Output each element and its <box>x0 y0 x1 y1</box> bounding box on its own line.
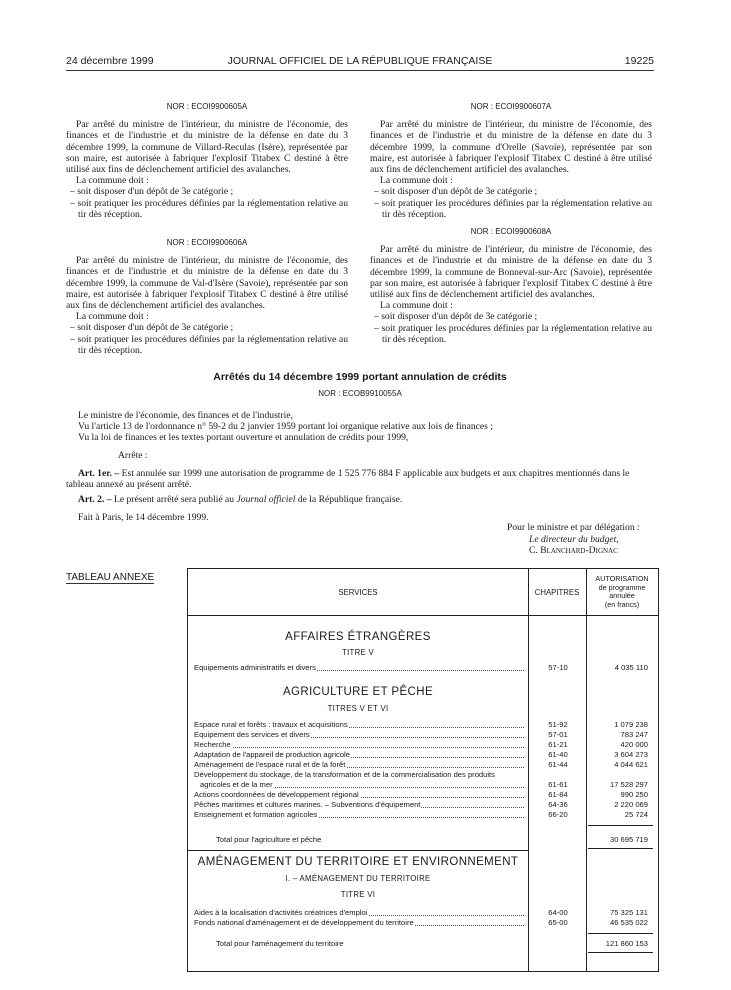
row-amount: 420 000 <box>620 740 648 749</box>
table-row <box>194 730 652 740</box>
row-label: Adaptation de l'appareil de production agricole <box>194 750 350 759</box>
section-title: AMÉNAGEMENT DU TERRITOIRE ET ENVIRONNEMENT <box>197 856 519 868</box>
article-2-text-a: Le présent arrêté sera publié au <box>113 494 235 506</box>
table-row <box>194 770 652 780</box>
row-label: Aides à la localisation d'activités créatrices d'emploi <box>194 908 368 917</box>
nor-reference: NOR : ECOI9900605A <box>166 102 248 111</box>
left-column-notice-1 <box>66 101 348 220</box>
section-subtitle: TITRE V <box>342 648 374 657</box>
table-row <box>194 810 652 820</box>
total-rule <box>588 825 653 826</box>
article-2-text-b: de la République française. <box>297 494 403 506</box>
signature-name: C. Blanchard-Dignac <box>529 545 618 556</box>
total-amount: 121 860 153 <box>605 939 648 948</box>
row-amount: 46 535 022 <box>609 918 648 927</box>
left-column-notice-2 <box>66 237 348 356</box>
table-row <box>194 780 652 790</box>
decree-line: Vu l'article 13 de l'ordonnance n° 59-2 du 2 janvier 1959 portant loi organique relative aux lois de finances ; <box>78 420 493 432</box>
row-amount: 4 044 621 <box>614 760 648 769</box>
nor-reference: NOR : ECOI9900606A <box>166 238 248 247</box>
right-column-notice-2 <box>370 226 652 345</box>
notice-paragraph: Par arrêté du ministre de l'intérieur, du ministre de l'économie, des finances et de l'industrie et du ministre de la défense en date du 3 décembre 1999, la commune d'Orelle (Savoie), représentée par son maire, est autorisée à fabriquer l'explosif Titabex C destiné à être utilisé aux fins de déclenchement artificiel des avalanches. <box>370 119 652 176</box>
table-row <box>194 918 652 928</box>
article-2-label: Art. 2. – <box>78 494 112 506</box>
row-label: Equipement des services et divers <box>194 730 310 739</box>
row-amount: 75 325 131 <box>609 908 648 917</box>
column-header-services: SERVICES <box>338 588 378 597</box>
section-title: AFFAIRES ÉTRANGÈRES <box>285 631 431 643</box>
obligation-item: – soit pratiquer les procédures définies par la réglementation relative au tir dès réception. <box>70 333 348 356</box>
row-chapitre: 64-00 <box>548 908 568 917</box>
decree-line: Le ministre de l'économie, des finances et de l'industrie, <box>78 409 293 421</box>
row-label: Pêches maritimes et cultures marines. – Subventions d'équipement <box>194 800 421 809</box>
article-1 <box>66 468 654 491</box>
nor-reference: NOR : ECOI9900607A <box>470 102 552 111</box>
header-rule <box>66 70 654 71</box>
decree-section <box>66 372 654 523</box>
obligation-item: – soit disposer d'un dépôt de 3e catégorie ; <box>70 186 234 198</box>
row-label: agricoles et de la mer <box>194 780 274 789</box>
journal-officiel: Journal officiel <box>236 494 296 506</box>
row-label: Fonds national d'aménagement et de développement du territoire <box>194 918 414 927</box>
column-header-line: de programme <box>598 582 646 592</box>
row-chapitre: 61-44 <box>548 760 568 769</box>
running-header <box>66 55 654 69</box>
total-rule <box>588 952 653 953</box>
commune-obligation: La commune doit : <box>380 175 453 187</box>
table-row <box>194 663 652 673</box>
total-rule <box>588 933 653 934</box>
table-row <box>194 750 652 760</box>
row-chapitre: 57-01 <box>548 730 568 739</box>
header-date: 24 décembre 1999 <box>66 55 154 67</box>
nor-reference: NOR : ECOB9910055A <box>318 389 402 399</box>
commune-obligation: La commune doit : <box>76 311 149 323</box>
row-chapitre: 64-36 <box>548 800 568 809</box>
article-1-text: Est annulée sur 1999 une autorisation de programme de 1 525 776 884 F applicable aux budgets et aux chapitres mentionnés dans le tableau annexé au présent arrêté. <box>66 467 630 491</box>
column-header-line: AUTORISATION <box>595 574 649 583</box>
obligation-item: – soit pratiquer les procédures définies par la réglementation relative au tir dès réception. <box>70 197 348 220</box>
total-amount: 30 695 719 <box>609 835 648 844</box>
header-page-number: 19225 <box>624 55 654 67</box>
nor-reference: NOR : ECOI9900608A <box>470 227 552 236</box>
row-amount: 4 035 110 <box>614 663 648 672</box>
row-chapitre: 66-20 <box>548 810 568 819</box>
row-label: Espace rural et forêts : travaux et acquisitions <box>194 720 348 729</box>
section-subtitle: TITRE VI <box>340 890 376 899</box>
row-chapitre: 65-00 <box>548 918 568 927</box>
tableau-annexe-label: TABLEAU ANNEXE <box>66 572 155 583</box>
obligation-item: – soit disposer d'un dépôt de 3e catégorie ; <box>374 186 538 198</box>
obligation-item: – soit disposer d'un dépôt de 3e catégorie ; <box>70 322 234 334</box>
signature-line-2: Le directeur du budget, <box>529 533 619 545</box>
right-column-notice-1 <box>370 101 652 220</box>
row-chapitre: 61-61 <box>548 780 568 789</box>
column-header-line: (en francs) <box>604 599 640 609</box>
row-label: Equipements administratifs et divers <box>194 663 316 672</box>
column-header-chapitres: CHAPITRES <box>534 588 580 597</box>
header-rule <box>188 615 658 616</box>
row-chapitre: 61-40 <box>548 750 568 759</box>
commune-obligation: La commune doit : <box>380 300 453 312</box>
total-row <box>194 835 652 845</box>
row-chapitre: 51-92 <box>548 720 568 729</box>
row-chapitre: 61-84 <box>548 790 568 799</box>
article-1-label: Art. 1er. – <box>78 467 120 479</box>
row-chapitre: 57-10 <box>548 663 568 672</box>
table-row <box>194 790 652 800</box>
signature-block <box>507 522 640 557</box>
table-row <box>194 740 652 750</box>
row-amount: 783 247 <box>620 730 648 739</box>
signature-line-1: Pour le ministre et par délégation : <box>507 522 640 533</box>
article-2 <box>66 494 654 505</box>
row-label: Actions coordonnées de développement régional <box>194 790 359 799</box>
row-label: Développement du stockage, de la transformation et de la commercialisation des produits <box>194 770 495 779</box>
arrete-label: Arrête : <box>118 450 148 462</box>
section-title: AGRICULTURE ET PÊCHE <box>282 686 434 698</box>
section-rule <box>188 850 529 851</box>
section-subtitle: I. – AMÉNAGEMENT DU TERRITOIRE <box>285 874 431 883</box>
row-amount: 17 528 297 <box>609 780 648 789</box>
row-amount: 1 079 238 <box>614 720 648 729</box>
section-subtitle: TITRES V ET VI <box>327 704 389 713</box>
fait-a-paris: Fait à Paris, le 14 décembre 1999. <box>78 511 209 523</box>
obligation-item: – soit disposer d'un dépôt de 3e catégorie ; <box>374 311 538 323</box>
column-header-autorisation <box>586 575 658 609</box>
commune-obligation: La commune doit : <box>76 175 149 187</box>
notice-paragraph: Par arrêté du ministre de l'intérieur, du ministre de l'économie, des finances et de l'industrie et du ministre de la défense en date du 3 décembre 1999, la commune de Bonneval-sur-Arc (Savoie), représentée par son maire, est autorisée à fabriquer l'explosif Titabex C destiné à être utilisé aux fins de déclenchement artificiel des avalanches. <box>370 244 652 301</box>
obligation-item: – soit pratiquer les procédures définies par la réglementation relative au tir dès réception. <box>374 197 652 220</box>
notice-paragraph: Par arrêté du ministre de l'intérieur, du ministre de l'économie, des finances et de l'industrie et du ministre de la défense en date du 3 décembre 1999, la commune de Villard-Reculas (Isère), représentée par son maire, est autorisée à fabriquer l'explosif Titabex C destiné à être utilisé aux fins de déclenchement artificiel des avalanches. <box>66 119 348 176</box>
table-row <box>194 720 652 730</box>
row-label: Recherche <box>194 740 231 749</box>
total-rule <box>588 848 653 849</box>
decree-line: Vu la loi de finances et les textes portant ouverture et annulation de crédits pour 1999, <box>78 432 409 444</box>
row-amount: 25 724 <box>624 810 648 819</box>
row-amount: 3 604 273 <box>614 750 648 759</box>
row-amount: 2 220 069 <box>614 800 648 809</box>
annex-table <box>187 568 659 972</box>
row-label: Aménagement de l'espace rural et de la forêt <box>194 760 346 769</box>
column-header-line: annulée <box>609 591 635 601</box>
row-label: Enseignement et formation agricoles <box>194 810 318 819</box>
header-journal-title: JOURNAL OFFICIEL DE LA RÉPUBLIQUE FRANÇAISE <box>227 55 493 67</box>
table-row <box>194 760 652 770</box>
row-chapitre: 61-21 <box>548 740 568 749</box>
table-row <box>194 800 652 810</box>
total-label: Total pour l'agriculture et pêche <box>216 835 322 844</box>
obligation-item: – soit pratiquer les procédures définies par la réglementation relative au tir dès réception. <box>374 322 652 345</box>
total-label: Total pour l'aménagement du territoire <box>216 939 344 948</box>
table-row <box>194 908 652 918</box>
notice-paragraph: Par arrêté du ministre de l'intérieur, du ministre de l'économie, des finances et de l'industrie et du ministre de la défense en date du 3 décembre 1999, la commune de Val-d'Isère (Savoie), représentée par son maire, est autorisée à fabriquer l'explosif Titabex C destiné à être utilisé aux fins de déclenchement artificiel des avalanches. <box>66 255 348 312</box>
row-amount: 990 250 <box>620 790 648 799</box>
decree-title: Arrêtés du 14 décembre 1999 portant annulation de crédits <box>213 371 507 383</box>
total-row <box>194 939 652 949</box>
